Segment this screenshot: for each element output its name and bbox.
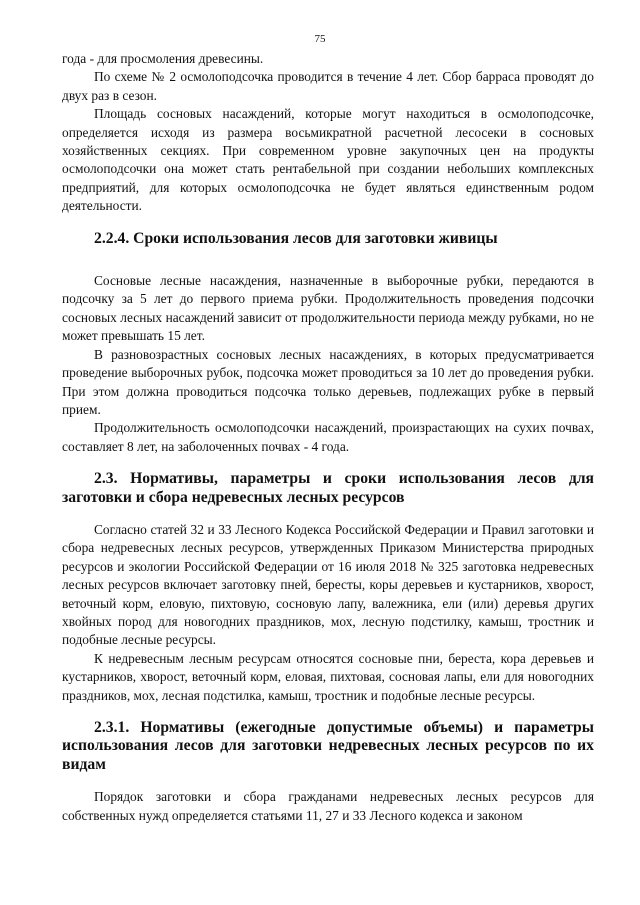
section-heading: 2.3.1. Нормативы (ежегодные допустимые объемы) и параметры использования лесов для заготовки недревесных лесных ресурсов по их видам: [62, 719, 594, 773]
paragraph: года - для просмоления древесины.: [62, 51, 264, 66]
paragraph: В разновозрастных сосновых лесных насаждениях, в которых предусматривается проведение выборочных рубок, подсочка может проводиться за 10 лет до проведения рубки. При этом должна проводиться подсочка только деревьев, подлежащих рубке в первый прием.: [62, 346, 594, 417]
paragraph: По схеме № 2 осмолоподсочка проводится в течение 4 лет. Сбор барраса проводят до двух раз в сезон.: [62, 69, 594, 103]
paragraph: Площадь сосновых насаждений, которые могут находиться в осмолоподсочке, определяется исходя из размера восьмикратной расчетной лесосеки в сосновых хозяйственных секциях. При современном уровне закупочных цен на продукты осмолоподсочки она может стать рентабельной при создании небольших комплексных предприятий, для которых осмолоподсочка не будет являться единственным родом деятельности.: [62, 106, 594, 214]
paragraph: Согласно статей 32 и 33 Лесного Кодекса Российской Федерации и Правил заготовки и сбора недревесных лесных ресурсов, утвержденных Приказом Министерства природных ресурсов и экологии Российской Федерации от 16 июля 2018 № 325 заготовка недревесных лесных ресурсов включает заготовку пней, бересты, коры деревьев и кустарников, хворост, веточный корм, еловую, пихтовую, сосновую лапу, валежника, ели (или) деревья других хвойных пород для новогодних праздников, мох, лесную подстилку, камыш, тростник и подобные лесные ресурсы.: [62, 521, 594, 648]
section-heading: 2.2.4. Сроки использования лесов для заготовки живицы: [94, 229, 498, 247]
paragraph: Порядок заготовки и сбора гражданами недревесных лесных ресурсов для собственных нужд определяется статьями 11, 27 и 33 Лесного кодекса и законом: [62, 789, 594, 823]
paragraph: К недревесным лесным ресурсам относятся сосновые пни, береста, кора деревьев и кустарников, хворост, веточный корм, еловая, пихтовая, сосновая лапы, ели для новогодних праздников, мох, лесная подстилка, камыш, тростник и подобные лесные ресурсы.: [62, 650, 594, 703]
page-number: 75: [314, 33, 326, 45]
paragraph: Продолжительность осмолоподсочки насаждений, произрастающих на сухих почвах, составляет 8 лет, на заболоченных почвах - 4 года.: [62, 420, 594, 454]
paragraph: Сосновые лесные насаждения, назначенные в выборочные рубки, передаются в подсочку за 5 лет до первого приема рубки. Продолжительность проведения подсочки сосновых лесных насаждений зависит от продолжительности периода между рубками, но не может превышать 15 лет.: [62, 273, 594, 344]
section-heading: 2.3. Нормативы, параметры и сроки использования лесов для заготовки и сбора недревесных лесных ресурсов: [62, 470, 594, 506]
document-body: [62, 50, 594, 825]
